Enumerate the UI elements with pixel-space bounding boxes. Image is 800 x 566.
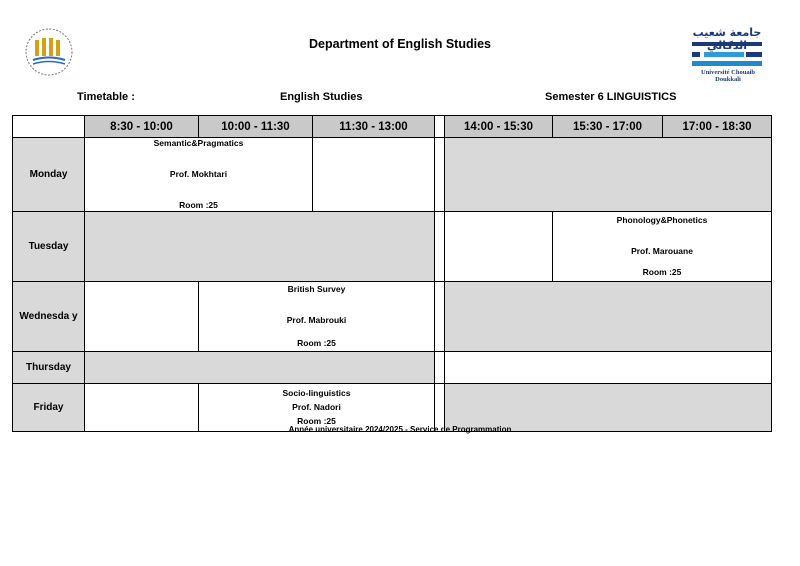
timeslot-header-row [13, 116, 772, 138]
row-tuesday [13, 211, 772, 281]
course-cell [199, 281, 435, 351]
lunch-separator [435, 138, 445, 212]
course-professor: Prof. Marouane [631, 246, 693, 257]
semester-label: Semester 6 LINGUISTICS [545, 91, 677, 103]
empty-slot [445, 351, 772, 383]
course-cell [199, 383, 435, 431]
timeslot-header: 10:00 - 11:30 [199, 116, 313, 138]
course-name: Phonology&Phonetics [616, 215, 708, 226]
timeslot-header: 11:30 - 13:00 [313, 116, 435, 138]
university-name-latin: Université Chouaib Doukkali [701, 69, 755, 83]
page-title: Department of English Studies [309, 37, 491, 51]
lunch-separator [435, 351, 445, 383]
course-room: Room :25 [179, 200, 218, 211]
timetable [12, 115, 772, 432]
course-room: Room :25 [297, 416, 336, 427]
course-name: British Survey [287, 284, 346, 295]
course-room: Room :25 [642, 266, 682, 277]
timeslot-header: 14:00 - 15:30 [445, 116, 553, 138]
timeslot-header: 17:00 - 18:30 [663, 116, 772, 138]
course-cell [85, 138, 313, 212]
empty-slot [445, 383, 772, 431]
empty-slot [85, 351, 435, 383]
course-room: Room :25 [297, 337, 336, 348]
row-friday [13, 383, 772, 431]
row-monday [13, 138, 772, 212]
course-name: Semantic&Pragmatics [153, 138, 244, 148]
day-label: Tuesday [13, 211, 85, 281]
timetable-label: Timetable : [77, 91, 135, 103]
course-professor: Prof. Nadori [292, 401, 341, 412]
corner-cell [13, 116, 85, 138]
day-label: Wednesda y [13, 281, 85, 351]
day-label: Thursday [13, 351, 85, 383]
row-thursday [13, 351, 772, 383]
course-cell [553, 211, 772, 281]
empty-slot [85, 281, 199, 351]
lunch-separator [435, 116, 445, 138]
empty-slot [445, 138, 772, 212]
day-label: Monday [13, 138, 85, 212]
course-name: Socio-linguistics [282, 387, 351, 398]
lunch-separator [435, 383, 445, 431]
lunch-separator [435, 211, 445, 281]
empty-slot [85, 211, 435, 281]
day-label: Friday [13, 383, 85, 431]
timeslot-header: 15:30 - 17:00 [553, 116, 663, 138]
timeslot-header: 8:30 - 10:00 [85, 116, 199, 138]
program-name: English Studies [280, 91, 363, 103]
lunch-separator [435, 281, 445, 351]
empty-slot [445, 281, 772, 351]
empty-slot [85, 383, 199, 431]
empty-slot [313, 138, 435, 212]
empty-slot [445, 211, 553, 281]
faculty-logo [22, 27, 76, 77]
row-wednesday [13, 281, 772, 351]
course-professor: Prof. Mokhtari [169, 169, 228, 180]
footer-note: Année universitaire 2024/2025 - Service de Programmation [288, 425, 512, 434]
university-name-arabic: جامعة شعيب [692, 26, 762, 39]
course-professor: Prof. Mabrouki [286, 315, 347, 326]
